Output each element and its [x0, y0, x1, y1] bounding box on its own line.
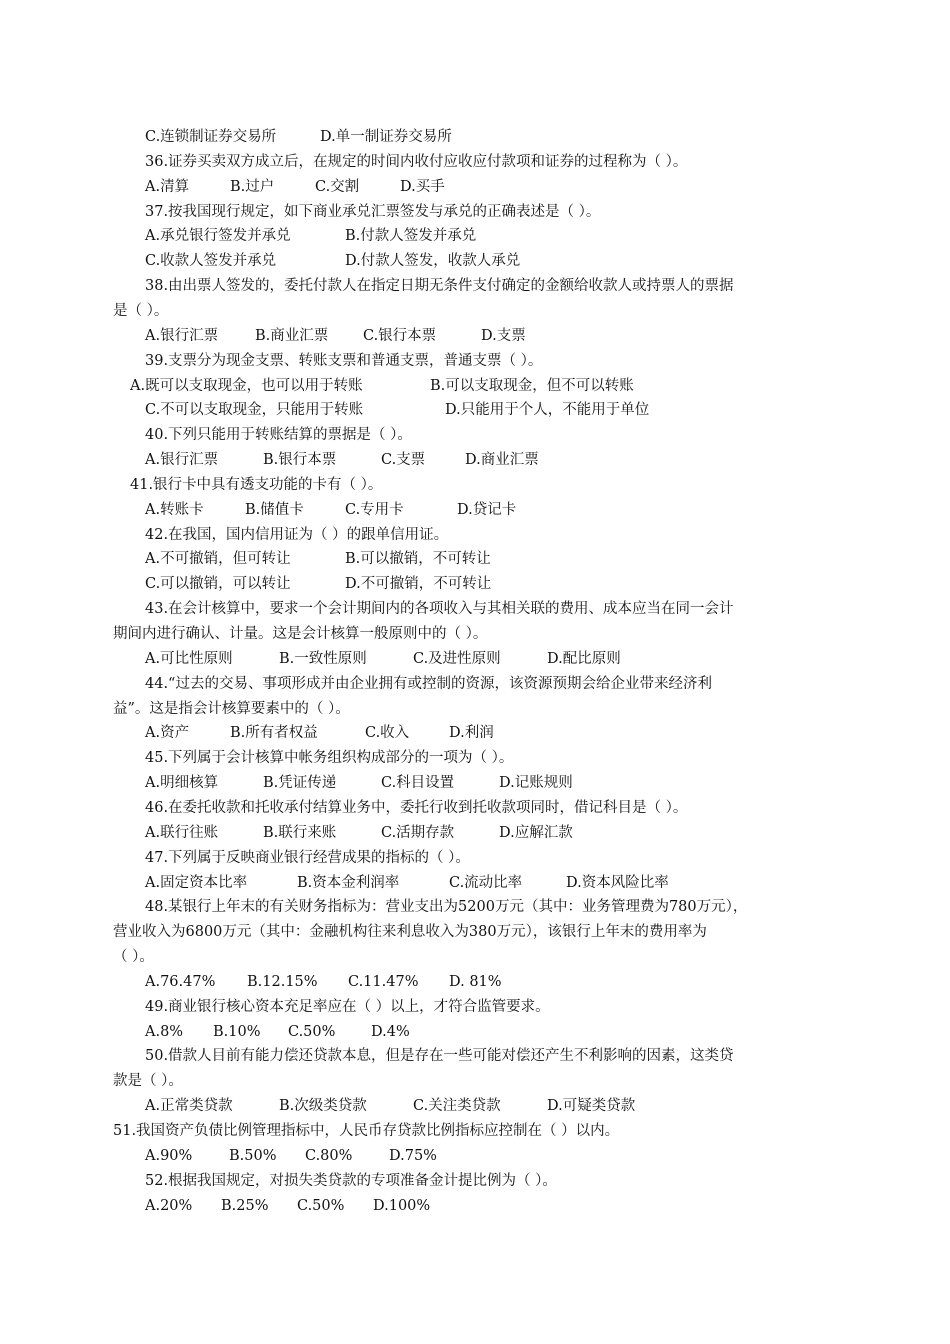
answer-option: D.付款人签发，收款人承兑 [345, 253, 521, 270]
answer-option: C.支票 [381, 452, 426, 469]
line-text: 36.证券买卖双方成立后，在规定的时间内收付应收应付款项和证券的过程称为（ ）。 [145, 153, 688, 170]
line-text: 44.“过去的交易、事项形成并由企业拥有或控制的资源，该资源预期会给企业带来经济利 [145, 675, 712, 692]
question-text-line [145, 276, 734, 296]
line-text: 46.在委托收款和托收承付结算业务中，委托行收到托收款项同时，借记科目是（ ）。 [145, 799, 688, 816]
answer-option: D.资本风险比率 [566, 874, 669, 891]
question-text-line [113, 947, 154, 967]
answer-option: D.配比原则 [547, 650, 621, 667]
answer-option: B.50% [229, 1147, 277, 1164]
line-text: 41.银行卡中具有透支功能的卡有（ ）。 [130, 476, 383, 493]
line-text: 49.商业银行核心资本充足率应在（ ）以上，才符合监管要求。 [145, 998, 550, 1015]
answer-option: D. 81% [449, 973, 502, 990]
answer-option: A.转账卡 [145, 501, 204, 518]
answer-option: C.流动比率 [449, 874, 523, 891]
answer-option: B.付款人签发并承兑 [345, 228, 477, 245]
line-text: 45.下列属于会计核算中帐务组织构成部分的一项为（ ）。 [145, 750, 514, 767]
answer-option: A.不可撤销，但可转让 [145, 551, 291, 568]
answer-option: D.75% [389, 1147, 437, 1164]
line-text: 期间内进行确认、计量。这是会计核算一般原则中的（ ）。 [113, 626, 488, 642]
answer-option: C.连锁制证券交易所 [145, 129, 277, 145]
answer-option: A.可比性原则 [145, 650, 233, 667]
line-text: 47.下列属于反映商业银行经营成果的指标的（ ）。 [145, 849, 470, 866]
answer-option: C.科目设置 [381, 775, 455, 792]
line-text: 50.借款人目前有能力偿还贷款本息，但是存在一些可能对偿还产生不利影响的因素，这类贷 [145, 1048, 734, 1065]
answer-option: B.次级类贷款 [279, 1098, 367, 1115]
answer-option: A.76.47% [145, 973, 216, 990]
question-text-line [113, 301, 168, 321]
question-text-line [130, 475, 382, 495]
answer-option: D.只能用于个人，不能用于单位 [445, 402, 650, 419]
answer-option: C.80% [305, 1147, 353, 1164]
question-text-line [145, 202, 600, 222]
answer-option: C.50% [297, 1197, 345, 1214]
answer-option: A.明细核算 [145, 775, 219, 792]
answer-option: B.可以支取现金，但不可以转账 [430, 377, 634, 394]
answer-option: A.银行汇票 [145, 452, 219, 469]
line-text: 益”。这是指会计核算要素中的（ ）。 [113, 700, 350, 717]
answer-option: B.一致性原则 [279, 650, 367, 667]
line-text: 40.下列只能用于转账结算的票据是（ ）。 [145, 427, 412, 444]
answer-option: D.支票 [481, 327, 526, 344]
question-text-line [145, 152, 687, 172]
line-text: 52.根据我国规定，对损失类贷款的专项准备金计提比例为（ ）。 [145, 1172, 557, 1189]
question-text-line [145, 599, 734, 619]
question-text-line [145, 425, 412, 445]
answer-option: A.90% [145, 1147, 193, 1164]
question-text-line [113, 1121, 619, 1141]
answer-option: C.及进性原则 [413, 650, 501, 667]
answer-option: C.不可以支取现金，只能用于转账 [145, 402, 364, 419]
question-text-line [113, 922, 707, 942]
question-text-line [145, 351, 542, 371]
answer-option: C.专用卡 [345, 501, 404, 518]
question-text-line [145, 525, 448, 545]
answer-option: A.正常类贷款 [145, 1098, 233, 1115]
answer-option: C.收款人签发并承兑 [145, 253, 277, 270]
answer-option: B.25% [221, 1197, 269, 1214]
answer-option: B.12.15% [247, 973, 318, 990]
answer-option: A.20% [145, 1197, 193, 1214]
answer-option: D.记账规则 [499, 775, 573, 792]
answer-option: C.可以撤销，可以转让 [145, 576, 291, 593]
line-text: 37.按我国现行规定，如下商业承兑汇票签发与承兑的正确表述是（ ）。 [145, 203, 601, 220]
answer-option: B.过户 [230, 178, 275, 195]
answer-option: A.既可以支取现金，也可以用于转账 [130, 377, 363, 394]
answer-option: B.凭证传递 [263, 775, 337, 792]
answer-option: C.活期存款 [381, 824, 455, 841]
answer-option: A.清算 [145, 178, 190, 195]
question-text-line [113, 699, 350, 719]
answer-option: B.可以撤销，不可转让 [345, 551, 491, 568]
question-text-line [145, 1171, 557, 1191]
answer-option: A.承兑银行签发并承兑 [145, 228, 291, 245]
line-text: 39.支票分为现金支票、转账支票和普通支票，普通支票（ ）。 [145, 352, 543, 369]
answer-option: C.银行本票 [363, 327, 437, 344]
question-text-line [145, 897, 747, 917]
question-text-line [113, 624, 487, 644]
answer-option: D.不可撤销，不可转让 [345, 576, 492, 593]
question-text-line [145, 798, 687, 818]
line-text: 51.我国资产负债比例管理指标中，人民币存贷款比例指标应控制在（ ）以内。 [113, 1123, 620, 1139]
line-text: 43.在会计核算中，要求一个会计期间内的各项收入与其相关联的费用、成本应当在同一会计 [145, 601, 734, 618]
line-text: 48.某银行上年末的有关财务指标为：营业支出为5200万元（其中：业务管理费为780万元）， [145, 899, 748, 916]
answer-option: D.商业汇票 [465, 452, 539, 469]
answer-option: D.买手 [400, 178, 445, 195]
line-text: 是（ ）。 [113, 302, 169, 319]
answer-option: B.资本金利润率 [297, 874, 400, 891]
answer-option: B.商业汇票 [255, 327, 329, 344]
answer-option: A.固定资本比率 [145, 874, 248, 891]
question-text-line [113, 1071, 183, 1091]
answer-option: D.贷记卡 [457, 501, 517, 518]
answer-option: C.关注类贷款 [413, 1098, 501, 1115]
answer-option: C.交割 [315, 178, 360, 195]
answer-option: A.银行汇票 [145, 327, 219, 344]
answer-option: A.8% [145, 1023, 184, 1040]
answer-option: C.11.47% [348, 973, 419, 990]
answer-option: B.所有者权益 [230, 725, 318, 742]
answer-option: A.联行往账 [145, 824, 219, 841]
line-text: （ ）。 [113, 949, 154, 966]
answer-option: D.4% [371, 1023, 410, 1040]
answer-option: C.收入 [365, 725, 410, 742]
answer-option: A.资产 [145, 725, 190, 742]
question-text-line [145, 848, 470, 868]
answer-option: D.可疑类贷款 [547, 1098, 636, 1115]
line-text: 38.由出票人签发的，委托付款人在指定日期无条件支付确定的金额给收款人或持票人的票据 [145, 278, 734, 295]
answer-option: B.银行本票 [263, 452, 337, 469]
answer-option: B.10% [213, 1023, 261, 1040]
line-text: 营业收入为6800万元（其中：金融机构往来利息收入为380万元），该银行上年末的费用率为 [113, 924, 707, 941]
answer-option: D.应解汇款 [499, 824, 573, 841]
answer-option: D.单一制证券交易所 [320, 129, 452, 145]
question-text-line [145, 674, 712, 694]
question-text-line [145, 997, 550, 1017]
answer-option: B.联行来账 [263, 824, 337, 841]
line-text: 42.在我国，国内信用证为（ ）的跟单信用证。 [145, 526, 449, 543]
line-text: 款是（ ）。 [113, 1073, 183, 1090]
answer-option: C.50% [288, 1023, 336, 1040]
question-text-line [145, 748, 513, 768]
answer-option: D.100% [373, 1197, 431, 1214]
answer-option: D.利润 [449, 725, 494, 742]
answer-option: B.储值卡 [245, 501, 304, 518]
question-text-line [145, 1046, 734, 1066]
